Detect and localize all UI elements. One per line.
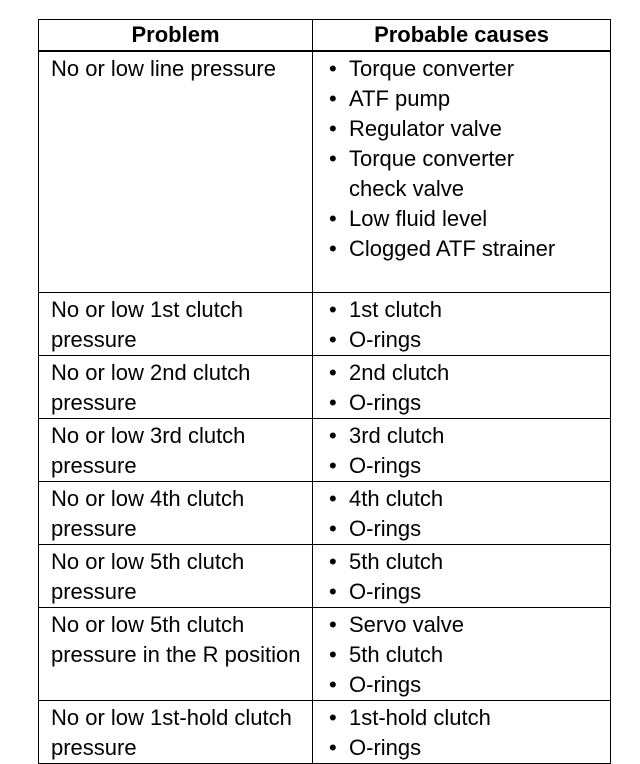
- problem-text: No or low 5th clutch pressure: [51, 549, 245, 604]
- table-row: [39, 482, 611, 545]
- header-row: [39, 20, 611, 52]
- cause-item: • O-rings: [329, 451, 606, 481]
- causes-list: [313, 419, 610, 481]
- cause-item: • O-rings: [329, 388, 606, 418]
- causes-list: [313, 701, 610, 763]
- table-row: [39, 419, 611, 482]
- header-probable-causes: Probable causes: [313, 20, 611, 52]
- problem-cell: [39, 419, 313, 482]
- problem-cell: [39, 482, 313, 545]
- bullet-icon: •: [329, 116, 337, 141]
- cause-item: • 3rd clutch: [329, 421, 606, 451]
- problem-cell: [39, 545, 313, 608]
- bullet-icon: •: [329, 453, 337, 478]
- table-row: [39, 293, 611, 356]
- problem-cell: [39, 51, 313, 293]
- causes-list: [313, 356, 610, 418]
- cause-item: • 1st-hold clutch: [329, 703, 606, 733]
- cause-item: • Torque converter: [329, 54, 606, 84]
- table-row: [39, 545, 611, 608]
- table-row: [39, 356, 611, 419]
- problem-text: No or low 4th clutch pressure: [51, 486, 245, 541]
- cause-item: • 2nd clutch: [329, 358, 606, 388]
- bullet-icon: •: [329, 612, 337, 637]
- cause-item: • O-rings: [329, 514, 606, 544]
- causes-list: [313, 482, 610, 544]
- cause-item: • Clogged ATF strainer: [329, 234, 606, 264]
- cause-item: • O-rings: [329, 577, 606, 607]
- cause-item: • 4th clutch: [329, 484, 606, 514]
- problem-text: No or low 3rd clutch pressure: [51, 423, 246, 478]
- table-row: [39, 51, 611, 293]
- bullet-icon: •: [329, 486, 337, 511]
- bullet-icon: •: [329, 642, 337, 667]
- problem-text: No or low line pressure: [51, 56, 276, 81]
- cause-item: • Regulator valve: [329, 114, 606, 144]
- problem-text: No or low 1st-hold clutch pressure: [51, 705, 292, 760]
- causes-cell: [313, 608, 611, 701]
- bullet-icon: •: [329, 549, 337, 574]
- bullet-icon: •: [329, 390, 337, 415]
- causes-cell: [313, 356, 611, 419]
- bullet-icon: •: [329, 206, 337, 231]
- causes-cell: [313, 482, 611, 545]
- causes-list: [313, 293, 610, 355]
- bullet-icon: •: [329, 705, 337, 730]
- cause-item: • Low fluid level: [329, 204, 606, 234]
- cause-item: • Torque converter check valve: [329, 146, 515, 201]
- table-row: [39, 701, 611, 764]
- header-problem: Problem: [39, 20, 313, 52]
- cause-item: • 5th clutch: [329, 640, 606, 670]
- cause-item: • Servo valve: [329, 610, 606, 640]
- bullet-icon: •: [329, 56, 337, 81]
- bullet-icon: •: [329, 327, 337, 352]
- causes-cell: [313, 419, 611, 482]
- causes-list: [313, 608, 610, 700]
- causes-cell: [313, 293, 611, 356]
- problem-cell: [39, 356, 313, 419]
- problem-cell: [39, 701, 313, 764]
- bullet-icon: •: [329, 146, 337, 171]
- troubleshooting-table: [38, 19, 611, 764]
- cause-item: • O-rings: [329, 733, 606, 763]
- problem-text: No or low 5th clutch pressure in the R position: [51, 612, 301, 667]
- causes-cell: [313, 701, 611, 764]
- bullet-icon: •: [329, 236, 337, 261]
- bullet-icon: •: [329, 735, 337, 760]
- cause-item: • O-rings: [329, 325, 606, 355]
- causes-cell: [313, 51, 611, 293]
- bullet-icon: •: [329, 423, 337, 448]
- table-row: [39, 608, 611, 701]
- cause-item: • 5th clutch: [329, 547, 606, 577]
- problem-cell: [39, 293, 313, 356]
- bullet-icon: •: [329, 360, 337, 385]
- causes-cell: [313, 545, 611, 608]
- bullet-icon: •: [329, 579, 337, 604]
- problem-cell: [39, 608, 313, 701]
- cause-item: • ATF pump: [329, 84, 606, 114]
- bullet-icon: •: [329, 297, 337, 322]
- causes-list: [313, 545, 610, 607]
- bullet-icon: •: [329, 672, 337, 697]
- causes-list: [313, 52, 610, 264]
- problem-text: No or low 1st clutch pressure: [51, 297, 243, 352]
- cause-item: • 1st clutch: [329, 295, 606, 325]
- bullet-icon: •: [329, 86, 337, 111]
- problem-text: No or low 2nd clutch pressure: [51, 360, 251, 415]
- bullet-icon: •: [329, 516, 337, 541]
- cause-item: • O-rings: [329, 670, 606, 700]
